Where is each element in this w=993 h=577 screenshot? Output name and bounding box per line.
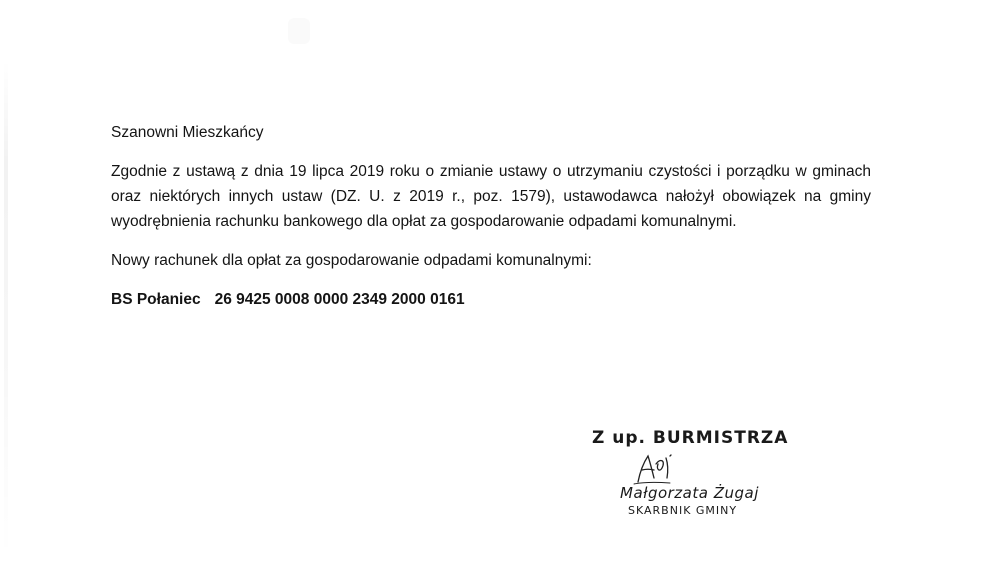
account-number: 26 9425 0008 0000 2349 2000 0161 [214,291,465,308]
paragraph-new-account: Nowy rachunek dla opłat za gospodarowanie odpadami komunalnymi: [111,252,592,269]
bank-name: BS Połaniec [111,291,201,308]
signatory-name: Małgorzata Żugaj [620,484,759,502]
bank-account-line [111,287,871,312]
salutation: Szanowni Mieszkańcy [111,124,264,141]
signature-header: Z up. BURMISTRZA [592,428,789,448]
scan-edge-shadow [4,60,8,560]
handwritten-signature [630,452,680,486]
scan-artifact [288,18,310,44]
signature-block [592,428,812,517]
paragraph-legal-basis: Zgodnie z ustawą z dnia 19 lipca 2019 roku o zmianie ustawy o utrzymaniu czystości i porządku w gminach oraz niektórych innych ustaw (DZ. U. z 2019 r., poz. 1579), ustawodawca nałożył obowiązek na gminy wyodrębnienia rachunku bankowego dla opłat za gospodarowanie odpadami komunalnymi. [111,163,871,230]
letter-body [111,120,871,312]
signatory-role: SKARBNIK GMINY [628,504,738,517]
